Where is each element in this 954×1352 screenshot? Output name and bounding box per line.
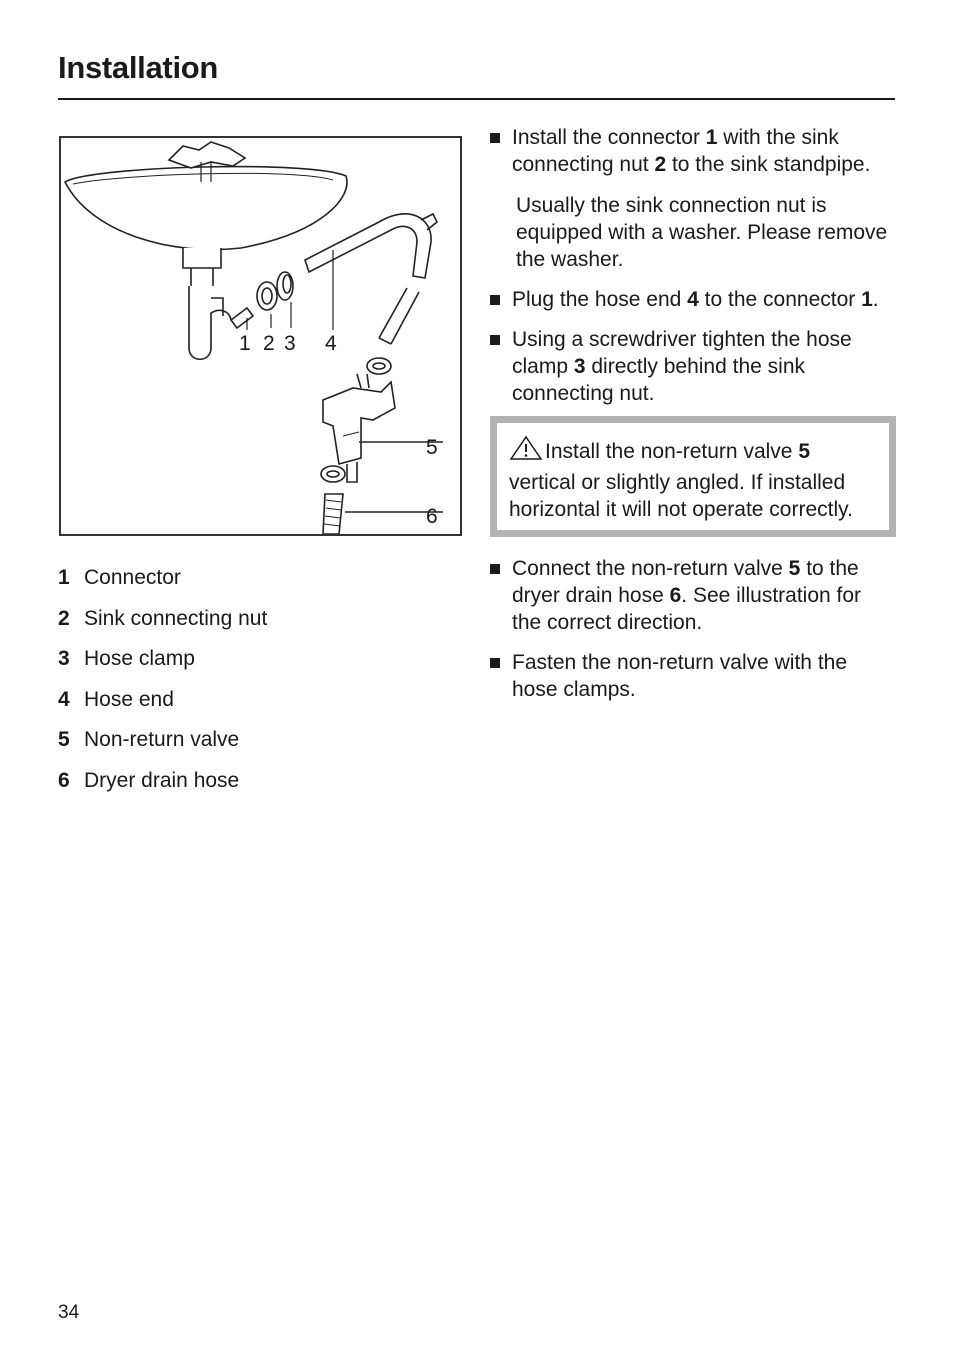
instruction-step-3: Using a screwdriver tighten the hose clamp 3 directly behind the sink connecting nut. bbox=[490, 326, 896, 407]
square-bullet-icon bbox=[490, 133, 500, 143]
title-divider bbox=[58, 98, 895, 100]
legend-label: Hose end bbox=[84, 687, 174, 711]
legend-label: Dryer drain hose bbox=[84, 768, 240, 792]
callout-2: 2 bbox=[263, 332, 275, 355]
legend-number: 1 bbox=[58, 566, 70, 589]
sink-drain bbox=[183, 248, 221, 268]
connecting-nut-part bbox=[257, 282, 277, 310]
legend-item bbox=[58, 565, 458, 606]
legend-item bbox=[58, 646, 458, 687]
instruction-step-1: Install the connector 1 with the sink connecting nut 2 to the sink standpipe. bbox=[490, 124, 896, 178]
legend-label: Hose clamp bbox=[84, 647, 195, 670]
legend-number: 5 bbox=[58, 728, 70, 751]
instruction-step-2: Plug the hose end 4 to the connector 1. bbox=[490, 286, 896, 313]
sink-drain-diagram bbox=[61, 138, 460, 534]
callout-6: 6 bbox=[426, 505, 438, 528]
legend-number: 4 bbox=[58, 687, 70, 711]
legend-item bbox=[58, 727, 458, 768]
legend-item bbox=[58, 606, 458, 647]
square-bullet-icon bbox=[490, 564, 500, 574]
callout-5: 5 bbox=[426, 436, 438, 459]
instruction-step-4: Connect the non-return valve 5 to the dryer drain hose 6. See illustration for the correct direction. bbox=[490, 555, 896, 636]
callout-1: 1 bbox=[239, 332, 251, 355]
page-title: Installation bbox=[58, 50, 219, 85]
installation-illustration bbox=[59, 136, 462, 536]
legend-item bbox=[58, 687, 458, 728]
legend-number: 2 bbox=[58, 606, 70, 630]
non-return-valve bbox=[323, 382, 395, 464]
square-bullet-icon bbox=[490, 335, 500, 345]
clamp-lower bbox=[321, 466, 345, 482]
faucet bbox=[169, 142, 245, 168]
square-bullet-icon bbox=[490, 295, 500, 305]
square-bullet-icon bbox=[490, 658, 500, 668]
legend-number: 6 bbox=[58, 768, 70, 792]
legend-label: Connector bbox=[84, 566, 181, 589]
callout-3: 3 bbox=[284, 332, 296, 355]
legend-number: 3 bbox=[58, 647, 70, 670]
legend-label: Sink connecting nut bbox=[84, 606, 268, 630]
sink-trap bbox=[189, 286, 231, 359]
hose-end-part bbox=[305, 214, 431, 278]
legend-label: Non-return valve bbox=[84, 728, 240, 751]
page-number: 34 bbox=[58, 1302, 80, 1323]
legend-item bbox=[58, 768, 458, 809]
callout-4: 4 bbox=[325, 332, 337, 355]
connector-part bbox=[231, 308, 253, 328]
clamp-upper bbox=[367, 358, 391, 374]
warning-box: Install the non-return valve 5 vertical or slightly angled. If installed horizontal it will not operate correctly. bbox=[490, 416, 896, 537]
washer-note: Usually the sink connection nut is equipped with a washer. Please remove the washer. bbox=[516, 194, 888, 271]
instructions-column bbox=[490, 124, 896, 703]
instruction-step-5: Fasten the non-return valve with the hose clamps. bbox=[490, 649, 896, 703]
warning-triangle-icon bbox=[509, 435, 543, 469]
figure-legend bbox=[58, 565, 458, 808]
